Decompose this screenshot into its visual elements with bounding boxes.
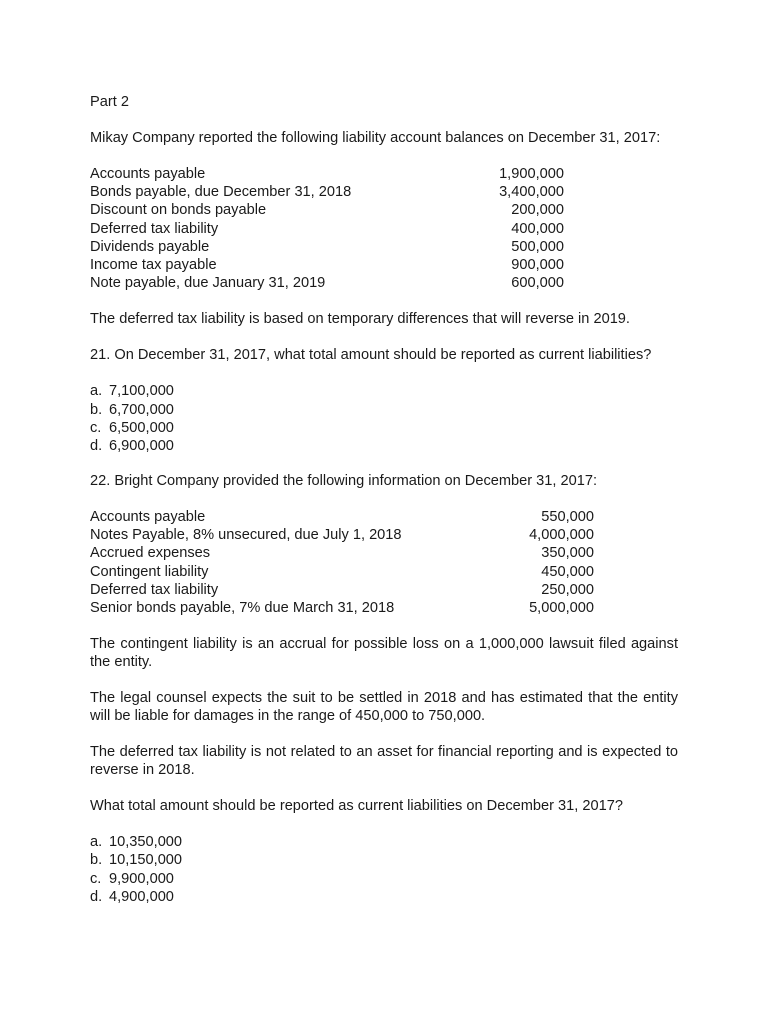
account-label: Senior bonds payable, 7% due March 31, 2018 [90,600,395,616]
account-row [90,508,594,526]
account-amount: 4,000,000 [529,527,594,544]
account-row [90,220,564,238]
account-amount: 500,000 [511,238,564,255]
deferred-tax-paragraph: The deferred tax liability is not related to an asset for financial reporting and is expected to reverse in 2018. [90,744,678,779]
account-row [90,526,594,544]
option-value: 10,350,000 [109,834,183,851]
account-label: Accounts payable [90,509,206,526]
account-amount: 250,000 [541,581,594,598]
document-body [90,93,678,906]
account-amount: 550,000 [541,509,594,526]
part-heading: Part 2 [90,94,129,110]
option-letter: d. [90,437,103,454]
account-label: Deferred tax liability [90,220,219,237]
option-letter: a. [90,834,103,851]
account-amount: 5,000,000 [529,600,594,616]
option-value: 6,900,000 [109,437,174,454]
option-letter: c. [90,419,102,436]
account-amount: 900,000 [511,256,564,273]
option-value: 4,900,000 [109,888,174,905]
account-label: Contingent liability [90,563,209,580]
question-22: What total amount should be reported as current liabilities on December 31, 2017? [90,798,623,815]
answer-option [90,888,678,906]
option-letter: c. [90,870,102,887]
contingent-liability-paragraph: The contingent liability is an accrual for possible loss on a 1,000,000 lawsuit filed against the entity. [90,636,678,671]
account-label: Income tax payable [90,256,217,273]
account-row [90,238,564,256]
option-value: 7,100,000 [109,383,174,400]
section2-account-table [90,508,594,617]
account-label: Dividends payable [90,238,210,255]
question-21: 21. On December 31, 2017, what total amount should be reported as current liabilities? [90,347,652,364]
account-amount: 3,400,000 [499,184,564,201]
section1-intro: Mikay Company reported the following liability account balances on December 31, 2017: [90,130,661,146]
account-label: Accrued expenses [90,545,211,562]
account-row [90,183,564,201]
answer-option [90,870,678,888]
account-row [90,165,564,183]
account-row [90,563,594,581]
account-label: Note payable, due January 31, 2019 [90,275,326,292]
section1-note: The deferred tax liability is based on temporary differences that will reverse in 2019. [90,311,630,328]
answer-option [90,382,678,400]
account-row [90,599,594,617]
question-22-options [90,833,678,906]
option-value: 9,900,000 [109,870,174,887]
account-row [90,256,564,274]
legal-counsel-paragraph: The legal counsel expects the suit to be settled in 2018 and has estimated that the entity will be liable for damages in the range of 450,000 to 750,000. [90,690,678,725]
account-row [90,201,564,219]
account-row [90,274,564,292]
account-amount: 200,000 [511,202,564,219]
account-row [90,581,594,599]
account-amount: 450,000 [541,563,594,580]
account-label: Discount on bonds payable [90,202,267,219]
option-letter: a. [90,383,103,400]
account-amount: 400,000 [511,220,564,237]
account-label: Notes Payable, 8% unsecured, due July 1, 2018 [90,527,402,544]
account-amount: 1,900,000 [499,166,564,182]
answer-option [90,851,678,869]
question-21-options [90,382,678,455]
question-22-intro: 22. Bright Company provided the following information on December 31, 2017: [90,473,598,490]
account-amount: 600,000 [511,275,564,292]
account-amount: 350,000 [541,545,594,562]
option-value: 6,700,000 [109,401,174,418]
account-label: Deferred tax liability [90,581,219,598]
section1-account-table [90,165,564,292]
answer-option [90,419,678,437]
account-label: Bonds payable, due December 31, 2018 [90,184,352,201]
answer-option [90,833,678,851]
answer-option [90,437,678,455]
account-label: Accounts payable [90,166,206,182]
option-letter: b. [90,852,103,869]
option-value: 6,500,000 [109,419,174,436]
answer-option [90,401,678,419]
option-letter: d. [90,888,103,905]
option-letter: b. [90,401,103,418]
option-value: 10,150,000 [109,852,183,869]
account-row [90,544,594,562]
